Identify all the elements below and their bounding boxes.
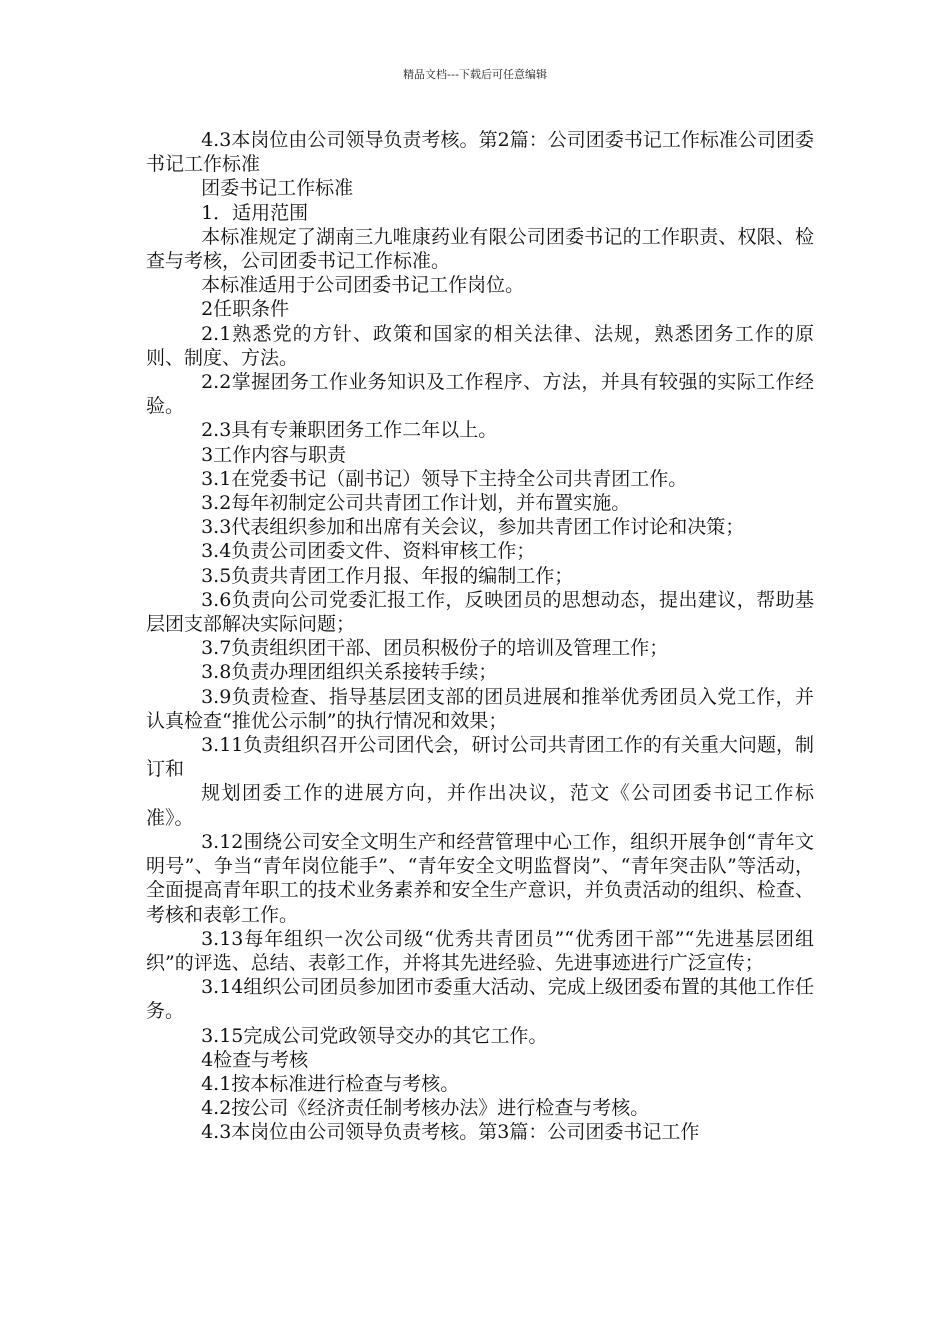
paragraph: 2.2掌握团务工作业务知识及工作程序、方法，并具有较强的实际工作经验。 bbox=[146, 371, 814, 418]
paragraph: 3.2每年初制定公司共青团工作计划，并布置实施。 bbox=[201, 492, 631, 515]
paragraph: 4.3本岗位由公司领导负责考核。第2篇：公司团委书记工作标准公司团委书记工作标准 bbox=[146, 129, 814, 176]
paragraph: 3.14组织公司团员参加团市委重大活动、完成上级团委布置的其他工作任务。 bbox=[146, 976, 814, 1023]
paragraph: 3.15完成公司党政领导交办的其它工作。 bbox=[201, 1024, 548, 1047]
paragraph: 4检查与考核 bbox=[201, 1048, 309, 1071]
paragraph: 4.3本岗位由公司领导负责考核。第3篇：公司团委书记工作 bbox=[201, 1121, 700, 1144]
paragraph: 3.11负责组织召开公司团代会，研讨公司共青团工作的有关重大问题，制订和 bbox=[146, 734, 814, 781]
paragraph: 3.3代表组织参加和出席有关会议，参加共青团工作讨论和决策； bbox=[201, 516, 745, 539]
paragraph: 2.3具有专兼职团务工作二年以上。 bbox=[201, 419, 498, 442]
paragraph: 团委书记工作标准 bbox=[201, 177, 354, 200]
paragraph: 3.4负责公司团委文件、资料审核工作； bbox=[201, 540, 536, 563]
paragraph: 3.5负责共青团工作月报、年报的编制工作； bbox=[201, 564, 574, 587]
paragraph: 3.9负责检查、指导基层团支部的团员进展和推举优秀团员入党工作，并认真检查“推优公示制”的执行情况和效果； bbox=[146, 685, 814, 732]
paragraph: 3.12围绕公司安全文明生产和经营管理中心工作，组织开展争创“青年文明号”、争当“青年岗位能手”、“青年安全文明监督岗”、“青年突击队”等活动，全面提高青年职工的技术业务素养和安全生产意识，并负责活动的组织、检查、考核和表彰工作。 bbox=[146, 830, 814, 926]
paragraph: 3.1在党委书记（副书记）领导下主持全公司共青团工作。 bbox=[201, 467, 688, 490]
paragraph: 本标准规定了湖南三九唯康药业有限公司团委书记的工作职责、权限、检查与考核，公司团委书记工作标准。 bbox=[146, 225, 814, 273]
document-body bbox=[146, 128, 814, 1145]
paragraph: 3.13每年组织一次公司级“优秀共青团员”“优秀团干部”“先进基层团组织”的评选、总结、表彰工作，并将其先进经验、先进事迹进行广泛宣传； bbox=[146, 927, 814, 974]
paragraph: 1．适用范围 bbox=[201, 201, 309, 224]
paragraph: 规划团委工作的进展方向，并作出决议，范文《公司团委书记工作标准》。 bbox=[146, 782, 814, 829]
paragraph: 2.1熟悉党的方针、政策和国家的相关法律、法规，熟悉团务工作的原则、制度、方法。 bbox=[146, 322, 814, 369]
paragraph: 本标准适用于公司团委书记工作岗位。 bbox=[201, 274, 525, 297]
paragraph: 3.7负责组织团干部、团员积极份子的培训及管理工作； bbox=[201, 637, 669, 660]
paragraph: 3.8负责办理团组织关系接转手续； bbox=[201, 661, 498, 684]
paragraph: 4.2按公司《经济责任制考核办法》进行检查与考核。 bbox=[201, 1097, 650, 1120]
paragraph: 4.1按本标准进行检查与考核。 bbox=[201, 1072, 460, 1095]
paragraph: 3.6负责向公司党委汇报工作，反映团员的思想动态，提出建议，帮助基层团支部解决实际问题； bbox=[146, 588, 814, 636]
page-header: 精品文档---下载后可任意编辑 bbox=[403, 68, 547, 81]
paragraph: 3工作内容与职责 bbox=[201, 443, 347, 466]
paragraph: 2任职条件 bbox=[201, 298, 290, 321]
